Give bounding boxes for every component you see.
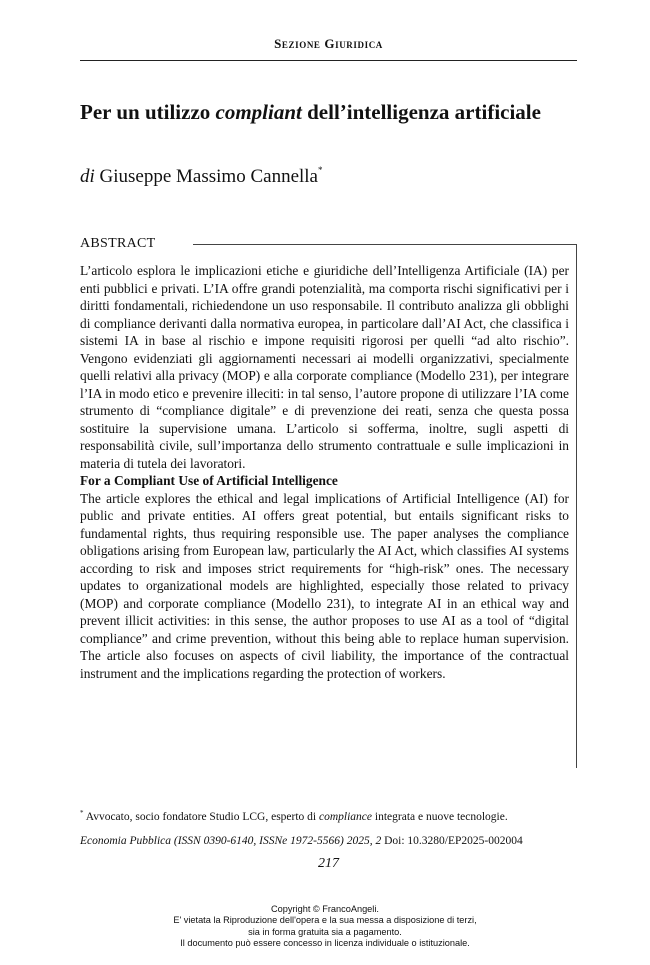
article-title [80,100,580,125]
title-prefix: Per un utilizzo [80,100,216,124]
author-name: Giuseppe Massimo Cannella [94,166,318,187]
section-header: Sezione Giuridica [274,36,383,51]
title-italic-word: compliant [215,100,302,124]
author-footnote [80,806,580,824]
abstract-body [80,262,569,682]
copyright-line-1: Copyright © FrancoAngeli. [271,904,379,914]
copyright-line-3: sia in forma gratuita sia a pagamento. [248,926,402,937]
copyright-line-4: Il documento può essere concesso in licenza individuale o istituzionale. [180,937,470,948]
footnote-text-italic: compliance [319,811,373,823]
footnote-text-after: integrata e nuove tecnologie. [372,811,508,823]
author-prefix: di [80,166,95,187]
abstract-frame-right [576,244,577,768]
abstract-frame-top [193,244,577,245]
abstract-label: ABSTRACT [80,236,156,251]
copyright-line-2: E' vietata la Riproduzione dell'opera e la sua messa a disposizione di terzi, [173,915,477,926]
citation-journal: Economia Pubblica (ISSN 0390-6140, ISSNe 1972-5566) 2025, 2 [80,835,382,847]
article-author [80,158,580,189]
author-footnote-mark: * [318,165,323,175]
footnote-text-before: Avvocato, socio fondatore Studio LCG, esperto di [83,811,319,823]
footnote-mark: * [80,809,84,817]
citation-doi: Doi: 10.3280/EP2025-002004 [381,835,523,847]
journal-citation [80,834,580,848]
page-number: 217 [318,856,339,871]
title-suffix: dell’intelligenza artificiale [301,100,541,124]
header-rule [80,60,577,61]
copyright-notice [0,904,650,949]
abstract-english-text: The article explores the ethical and legal implications of Artificial Intelligence (AI) for public and private entities. AI offers great potential, but entails significant risks to fundamental rights, thus requiring responsible use. The paper analyses the compliance obligations arising from European law, particularly the AI Act, which classifies AI systems according to risk and imposes strict requirements for “high-risk” ones. The necessary updates to organizational models are highlighted, especially those related to privacy (MOP) and corporate compliance (Modello 231), to integrate AI in an ethical way and prevent illicit activities: in this sense, the author proposes to use AI as a tool of “digital compliance” and crime prevention, without this being able to replace human supervision. The article also focuses on aspects of civil liability, the importance of the contractual instrument and the implications regarding the protection of workers. [80,490,569,681]
abstract-italian-text: L’articolo esplora le implicazioni etiche e giuridiche dell’Intelligenza Artificiale (IA) per enti pubblici e privati. L’IA offre grandi potenzialità, ma comporta rischi significativi per i diritti fondamentali, richiedendone un uso responsabile. Il contributo analizza gli obblighi di compliance derivanti dalla normativa europea, in particolare dall’AI Act, che classifica i sistemi IA in base al rischio e impone requisiti rigorosi per quelli “ad alto rischio”. Vengono evidenziati gli aggiornamenti necessari ai modelli organizzativi, specialmente quelli relativi alla privacy (MOP) e alla corporate compliance (Modello 231), per integrare l’IA in modo etico e prevenire illeciti: in tal senso, l’autore propone di utilizzare l’IA come strumento di “compliance digitale” e di prevenzione dei reati, senza che questa possa sostituire la supervisione umana. L’articolo si sofferma, inoltre, sugli aspetti di responsabilità civile, sull’importanza dello strumento contrattuale e sulle implicazioni in materia di tutela dei lavoratori. [80,263,569,471]
abstract-english-title: For a Compliant Use of Artificial Intelligence [80,473,338,488]
